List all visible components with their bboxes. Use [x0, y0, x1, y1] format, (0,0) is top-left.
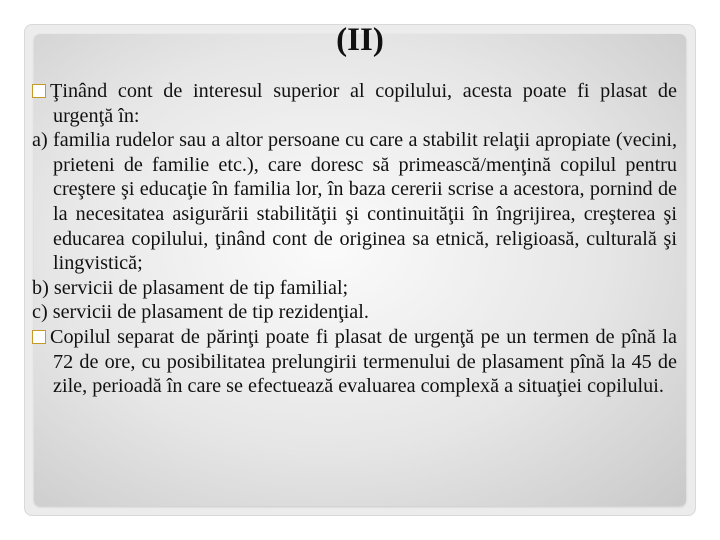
paragraph-text: c) servicii de plasament de tip rezidenţial. — [32, 301, 369, 324]
paragraph-separated-child — [32, 325, 677, 399]
paragraph-urgent-placement-intro — [32, 79, 677, 128]
slide-body — [32, 79, 677, 399]
paragraph-text: b) servicii de plasament de tip familial; — [32, 276, 349, 299]
paragraph-text: Ţinând cont de interesul superior al copilului, acesta poate fi plasat de urgenţă în: — [50, 80, 677, 127]
square-bullet-icon — [32, 84, 46, 98]
paragraph-option-b — [32, 276, 677, 301]
paragraph-text: a) familia rudelor sau a altor persoane cu care a stabilit relaţii apropiate (vecini, prieteni de familie etc.), care doresc să primească/menţină copilul pentru creştere şi educaţie în familia lor, în baza cererii scrise a acestora, pornind de la necesitatea asigurării stabilităţii şi continuităţii în îngrijirea, creşterea şi educarea copilului, ţinând cont de originea sa etnică, religioasă, culturală şi lingvistică; — [32, 129, 677, 275]
paragraph-text: Copilul separat de părinţi poate fi plasat de urgenţă pe un termen de pînă la 72 de ore, cu posibilitatea prelungirii termenului de plasament pînă la 45 de zile, perioadă în care se efectuează evaluarea complexă a situaţiei copilului. — [50, 325, 677, 398]
slide-title: (II) — [336, 22, 384, 58]
paragraph-option-c — [32, 300, 677, 325]
paragraph-option-a — [32, 128, 677, 276]
square-bullet-icon — [32, 330, 46, 344]
